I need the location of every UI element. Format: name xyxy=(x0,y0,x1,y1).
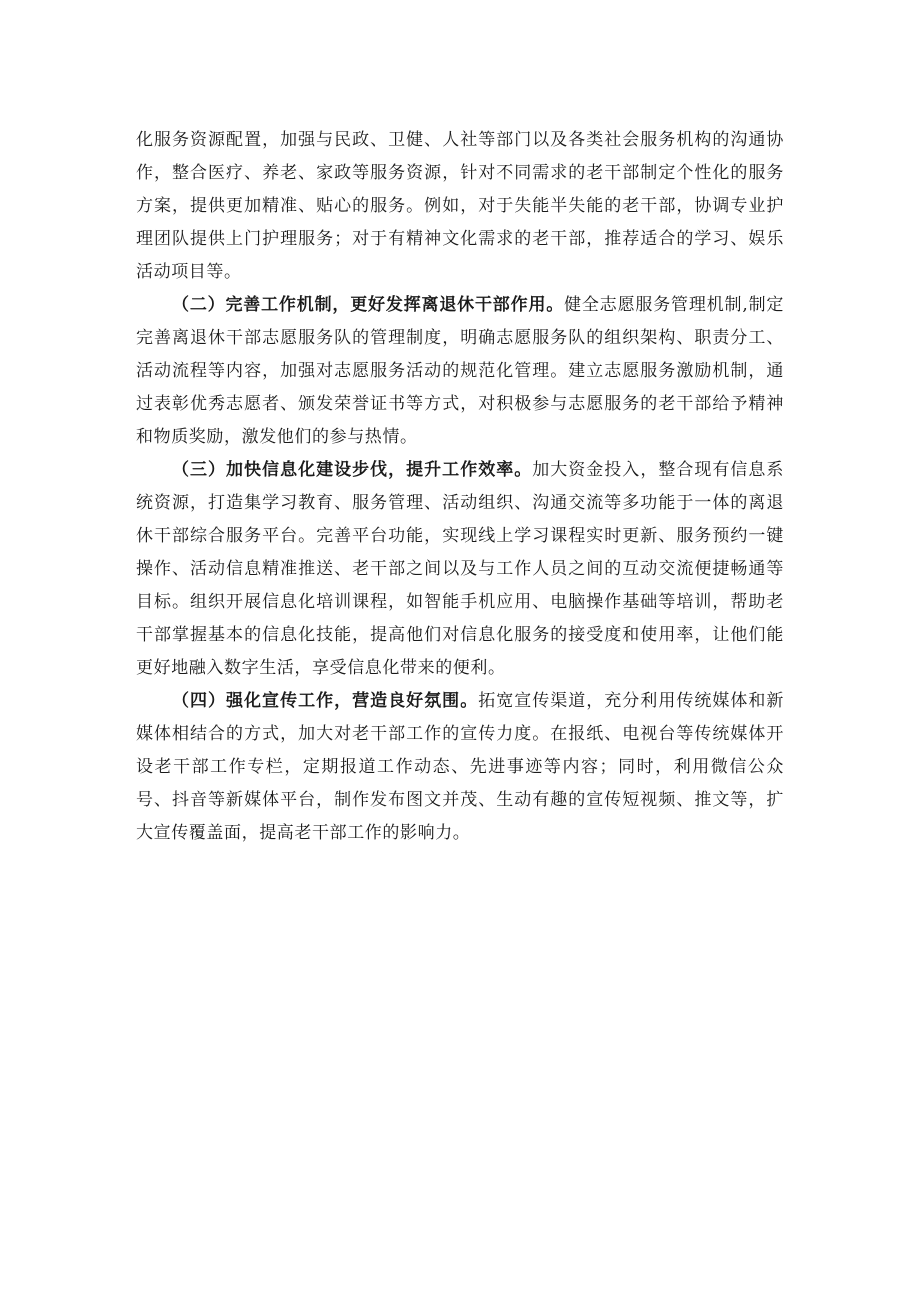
paragraph-text: 化服务资源配置，加强与民政、卫健、人社等部门以及各类社会服务机构的沟通协作，整合医疗、养老、家政等服务资源，针对不同需求的老干部制定个性化的服务方案，提供更加精准、贴心的服务。例如，对于失能半失能的老干部，协调专业护理团队提供上门护理服务；对于有精神文化需求的老干部，推荐适合的学习、娱乐活动项目等。 xyxy=(136,130,784,282)
paragraph-lead: （二）完善工作机制，更好发挥离退休干部作用。 xyxy=(172,295,565,315)
paragraph-continuation xyxy=(136,124,784,289)
paragraph-section-2 xyxy=(136,289,784,454)
paragraph-section-4 xyxy=(136,685,784,850)
paragraph-section-3 xyxy=(136,454,784,685)
document-body xyxy=(136,124,784,850)
paragraph-lead: （四）强化宣传工作，营造良好氛围。 xyxy=(172,691,479,711)
paragraph-text: 拓宽宣传渠道，充分利用传统媒体和新媒体相结合的方式，加大对老干部工作的宣传力度。在报纸、电视台等传统媒体开设老干部工作专栏，定期报道工作动态、先进事迹等内容；同时，利用微信公众号、抖音等新媒体平台，制作发布图文并茂、生动有趣的宣传短视频、推文等，扩大宣传覆盖面，提高老干部工作的影响力。 xyxy=(136,691,784,843)
paragraph-text: 健全志愿服务管理机制,制定完善离退休干部志愿服务队的管理制度，明确志愿服务队的组织架构、职责分工、活动流程等内容，加强对志愿服务活动的规范化管理。建立志愿服务激励机制，通过表彰优秀志愿者、颁发荣誉证书等方式，对积极参与志愿服务的老干部给予精神和物质奖励，激发他们的参与热情。 xyxy=(136,295,784,447)
paragraph-lead: （三）加快信息化建设步伐，提升工作效率。 xyxy=(172,460,533,480)
paragraph-text: 加大资金投入，整合现有信息系统资源，打造集学习教育、服务管理、活动组织、沟通交流等多功能于一体的离退休干部综合服务平台。完善平台功能，实现线上学习课程实时更新、服务预约一键操作、活动信息精准推送、老干部之间以及与工作人员之间的互动交流便捷畅通等目标。组织开展信息化培训课程，如智能手机应用、电脑操作基础等培训，帮助老干部掌握基本的信息化技能，提高他们对信息化服务的接受度和使用率，让他们能更好地融入数字生活，享受信息化带来的便利。 xyxy=(136,460,785,678)
